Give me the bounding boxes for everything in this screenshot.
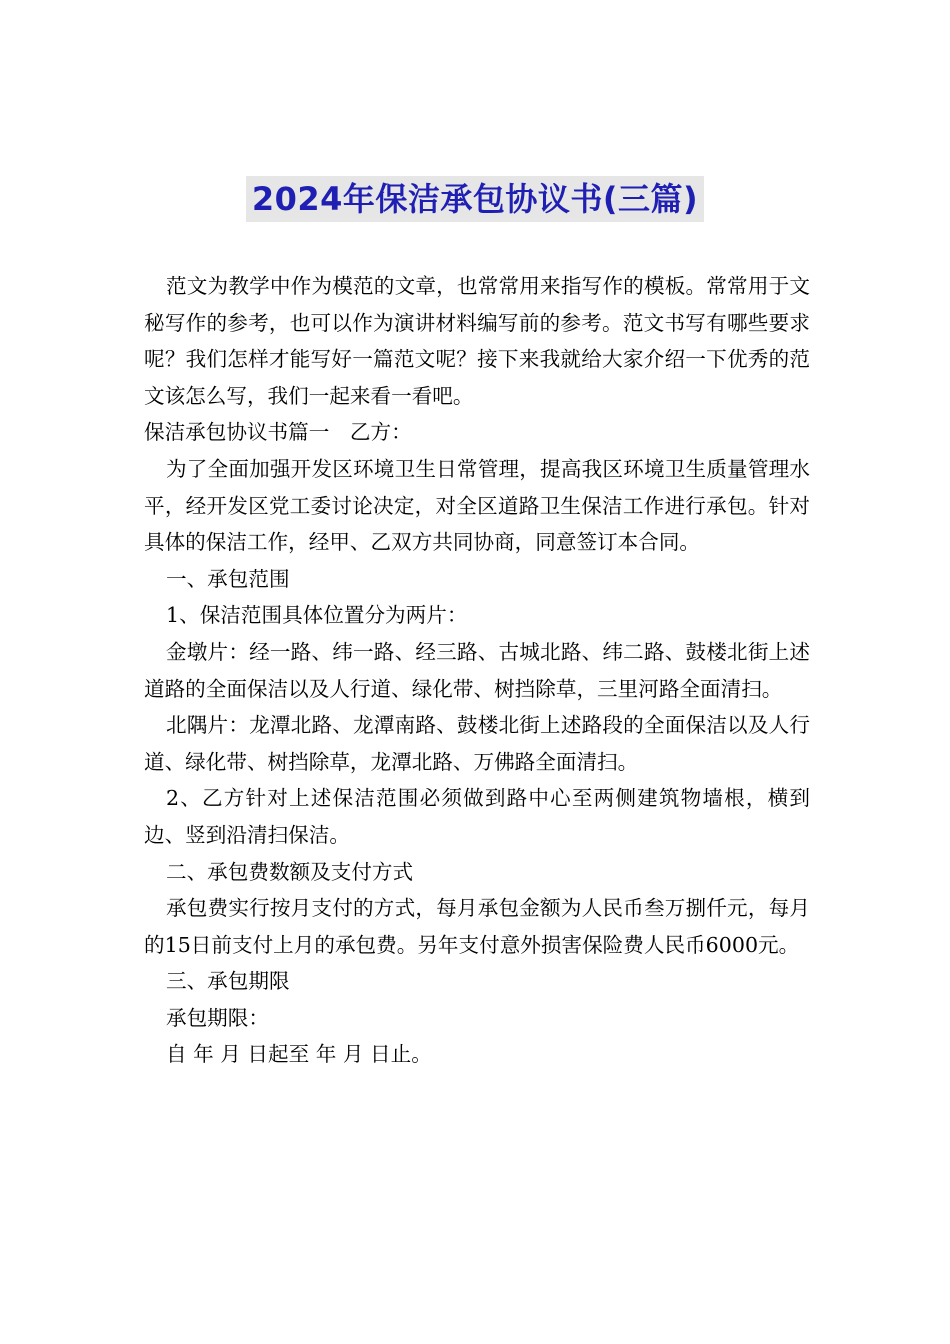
section-heading-part-one: 保洁承包协议书篇一 乙方： — [144, 420, 412, 445]
term-label: 承包期限： — [166, 1005, 269, 1030]
area-beiyu-paragraph: 北隅片：龙潭北路、龙潭南路、鼓楼北街上述路段的全面保洁以及人行道、绿化带、树挡除草，龙潭北路、万佛路全面清扫。 — [144, 713, 810, 774]
fee-paragraph: 承包费实行按月支付的方式，每月承包金额为人民币叁万捌仟元，每月的15日前支付上月的承包费。另年支付意外损害保险费人民币6000元。 — [144, 896, 810, 957]
clause-heading-fee: 二、承包费数额及支付方式 — [166, 859, 414, 884]
intro-paragraph: 范文为教学中作为模范的文章，也常常用来指写作的模板。常常用于文秘写作的参考，也可以作为演讲材料编写前的参考。范文书写有哪些要求呢？我们怎样才能写好一篇范文呢？接下来我就给大家介绍一下优秀的范文该怎么写，我们一起来看一看吧。 — [144, 274, 810, 408]
document-title: 2024年保洁承包协议书(三篇) — [246, 176, 704, 222]
title-wrapper — [0, 176, 950, 222]
document-body — [144, 268, 810, 1073]
area-jindun-paragraph: 金墩片：经一路、纬一路、经三路、古城北路、纬二路、鼓楼北街上述道路的全面保洁以及人行道、绿化带、树挡除草，三里河路全面清扫。 — [144, 639, 810, 701]
preamble-paragraph: 为了全面加强开发区环境卫生日常管理，提高我区环境卫生质量管理水平，经开发区党工委讨论决定，对全区道路卫生保洁工作进行承包。针对具体的保洁工作，经甲、乙双方共同协商，同意签订本合同。 — [144, 456, 810, 555]
clause-item-2: 2、乙方针对上述保洁范围必须做到路中心至两侧建筑物墙根，横到边、竖到沿清扫保洁。 — [144, 786, 810, 847]
clause-item-1: 1、保洁范围具体位置分为两片： — [166, 603, 468, 628]
term-dates: 自 年 月 日起至 年 月 日止。 — [166, 1042, 432, 1067]
clause-heading-scope: 一、承包范围 — [166, 566, 290, 591]
clause-heading-term: 三、承包期限 — [166, 969, 290, 994]
